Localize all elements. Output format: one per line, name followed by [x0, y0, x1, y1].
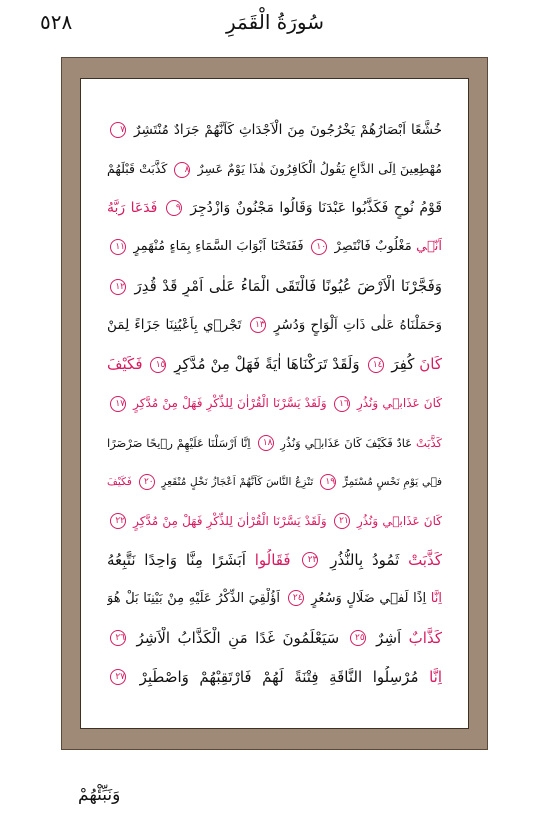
ayah-number-marker: ١٥	[150, 357, 166, 373]
verse-text: قَوْمُ نُوحٍ فَكَذَّبُوا عَبْدَنَا وَقَالُوا مَجْنُونٌ وَازْدُجِرَ	[190, 200, 442, 217]
highlighted-text: كَذَّبَتْ	[416, 435, 442, 450]
verse-text: اَبَشَرًا مِنَّا وَاحِدًا نَتَّبِعُهُ	[107, 550, 246, 569]
verse-text: مَغْلُوبٌ فَانْتَصِرْ	[334, 239, 412, 255]
highlighted-text: كَانَ عَذَاب۪ي وَنُذُرِ	[356, 513, 442, 528]
highlighted-text: كَذَّبَتْ	[408, 550, 442, 569]
verse-line	[107, 158, 442, 180]
ayah-number-marker: ٩	[166, 200, 182, 216]
verse-text: كُفِرَ	[391, 355, 415, 374]
highlighted-text: اِنَّا	[430, 590, 442, 606]
highlighted-text: فَكَيْفَ	[107, 475, 132, 488]
verse-text: مُرْسِلُوا النَّاقَةِ فِتْنَةً لَهُمْ فَارْتَقِبْهُمْ وَاصْطَبِرْ	[139, 667, 419, 686]
highlighted-text: اَنّ۪ي	[416, 239, 442, 255]
verse-line	[107, 392, 442, 414]
verse-line	[107, 353, 442, 375]
verse-text: اِذًا لَف۪ي ضَلَالٍ وَسُعُرٍ	[311, 590, 427, 606]
highlighted-text: اِنَّا	[429, 667, 442, 686]
verse-text: عَادٌ فَكَيْفَ كَانَ عَذَاب۪ي وَنُذُرِ	[280, 435, 413, 450]
verse-text: فَفَتَحْنَا اَبْوَابَ السَّمَاءِ بِمَاءٍ مُنْهَمِرٍ	[133, 239, 304, 255]
verse-text: سَيَعْلَمُونَ غَدًا مَنِ الْكَذَّابُ الْاَشِرُ	[136, 628, 340, 647]
ayah-number-marker: ٢١	[334, 513, 350, 529]
highlighted-text: وَلَقَدْ يَسَّرْنَا الْقُرْاٰنَ لِلذِّكْرِ فَهَلْ مِنْ مُدَّكِرٍ	[133, 396, 327, 411]
highlighted-text: كَذَّابٌ	[408, 628, 442, 647]
verse-line	[107, 588, 442, 610]
highlighted-text: فَقَالُوا	[254, 550, 291, 569]
ayah-number-marker: ٢٥	[350, 630, 366, 646]
text-panel	[80, 78, 469, 729]
ayah-number-marker: ٢٠	[139, 474, 155, 490]
highlighted-text: فَكَيْفَ	[107, 355, 143, 374]
ayah-number-marker: ١٦	[334, 396, 350, 412]
verse-line	[107, 236, 442, 258]
ayah-number-marker: ١٧	[110, 396, 126, 412]
verse-text: كَذَّبَتْ قَبْلَهُمْ	[107, 161, 168, 177]
ayah-number-marker: ١٢	[110, 279, 126, 295]
verse-text: وَلَقَدْ تَرَكْنَاهَا اٰيَةً فَهَلْ مِنْ مُدَّكِرٍ	[174, 355, 360, 374]
verse-text: اَؤُلْقِيَ الذِّكْرُ عَلَيْهِ مِنْ بَيْنِنَا بَلْ هُوَ	[107, 590, 280, 606]
ayah-number-marker: ٢٣	[302, 552, 318, 568]
surah-title: سُورَةُ الْقَمَرِ	[226, 10, 324, 34]
verse-line	[107, 197, 442, 219]
verse-line	[107, 314, 442, 336]
verse-text: وَفَجَّرْنَا الْاَرْضَ عُيُونًا فَالْتَقَى الْمَاءُ عَلٰى اَمْرٍ قَدْ قُدِرَ	[134, 277, 442, 296]
verse-line	[107, 510, 442, 532]
verse-line	[107, 275, 442, 297]
ayah-number-marker: ١٣	[250, 317, 266, 333]
verse-text: وَحَمَلْنَاهُ عَلٰى ذَاتِ اَلْوَاحٍ وَدُسُرٍ	[273, 317, 442, 334]
ayah-number-marker: ١٠	[311, 239, 327, 255]
highlighted-text: كَانَ	[419, 355, 442, 374]
verse-lines	[107, 119, 442, 688]
verse-line	[107, 119, 442, 141]
ayah-number-marker: ٢٧	[110, 669, 126, 685]
verse-text: خُشَّعًا اَبْصَارُهُمْ يَخْرُجُونَ مِنَ الْاَجْدَاثِ كَاَنَّهُمْ جَرَادٌ مُنْتَشِرٌ	[134, 122, 442, 138]
page-number: ٥٢٨	[40, 10, 73, 34]
catchword: وَنَبِّئْهُمْ	[78, 785, 121, 805]
ayah-number-marker: ١٨	[258, 435, 274, 451]
ayah-number-marker: ٢٦	[110, 630, 126, 646]
ayah-number-marker: ٢٤	[288, 590, 304, 606]
verse-line	[107, 666, 442, 688]
verse-line	[107, 627, 442, 649]
ayah-number-marker: ١٤	[368, 357, 384, 373]
verse-text: تَجْر۪ي بِاَعْيُنِنَا جَزَاءً لِمَنْ	[107, 317, 242, 334]
verse-line	[107, 432, 442, 454]
verse-text: ف۪ي يَوْمِ نَحْسٍ مُسْتَمِرٍّ	[342, 475, 442, 488]
verse-text: اَشِرٌ	[376, 628, 402, 647]
ayah-number-marker: ٢٢	[110, 513, 126, 529]
verse-text: مُهْطِعِينَ اِلَى الدَّاعِ يَقُولُ الْكَافِرُونَ هٰذَا يَوْمٌ عَسِرٌ	[197, 161, 442, 177]
highlighted-text: كَانَ عَذَاب۪ي وَنُذُرِ	[356, 396, 442, 411]
page-frame	[61, 57, 488, 750]
verse-text: اِنَّا اَرْسَلْنَا عَلَيْهِمْ ر۪يحًا صَرْصَرًا	[107, 435, 251, 450]
highlighted-text: وَلَقَدْ يَسَّرْنَا الْقُرْاٰنَ لِلذِّكْرِ فَهَلْ مِنْ مُدَّكِرٍ	[133, 513, 327, 528]
verse-line	[107, 549, 442, 571]
verse-line	[107, 471, 442, 493]
ayah-number-marker: ١١	[110, 239, 126, 255]
highlighted-text: فَدَعَا رَبَّهُ	[107, 200, 158, 217]
ayah-number-marker: ٨	[174, 162, 190, 178]
ayah-number-marker: ٧	[110, 122, 126, 138]
ayah-number-marker: ١٩	[320, 474, 336, 490]
verse-text: تَنْزِعُ النَّاسَ كَاَنَّهُمْ اَعْجَازُ نَخْلٍ مُنْقَعِرٍ	[161, 475, 314, 488]
verse-text: ثَمُودُ بِالنُّذُرِ	[330, 550, 400, 569]
